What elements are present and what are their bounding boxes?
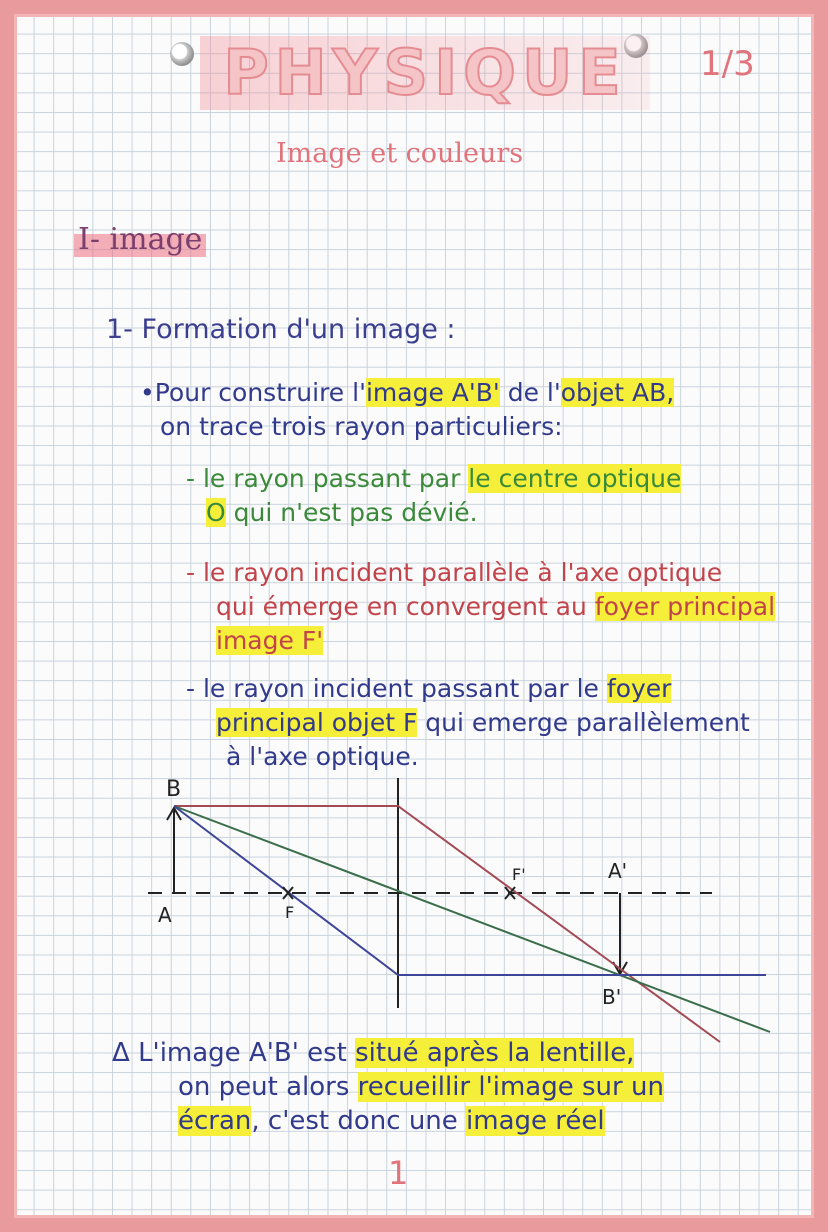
section-heading: I- image [74,222,206,257]
note-text-2: on peut alors [178,1072,358,1102]
intro-text-a: •Pour construire l' [140,378,366,407]
intro-highlight-image: image A'B' [365,378,500,407]
page-subtitle: Image et couleurs [276,138,524,169]
ray-2-highlight-image: image F' [216,626,324,655]
ray-3-text-b: qui emerge parallèlement [417,708,750,737]
label-B: B [166,777,182,802]
ray-focal-blue [174,806,766,975]
ray-1-highlight: le centre optique [468,464,682,493]
note-highlight-1: situé après la lentille, [355,1038,635,1068]
label-F: F [285,903,295,922]
intro-highlight-objet: objet AB, [560,378,675,407]
note-highlight-2: recueillir l'image sur un [357,1072,664,1102]
ray-1-text: - le rayon passant par [186,464,469,493]
ray-1-highlight-o: O [206,498,226,527]
label-A-prime: A' [608,859,628,883]
ray-2-line-1: - le rayon incident parallèle à l'axe optique [186,558,723,587]
ray-3-text: - le rayon incident passant par le [186,674,607,703]
ray-3-highlight-objet: principal objet F [216,708,418,737]
warning-symbol: Δ [112,1038,130,1068]
subsection-heading: 1- Formation d'un image : [106,314,456,345]
conclusion-note [112,1036,664,1138]
note-text-1: L'image A'B' est [138,1038,356,1068]
note-highlight-image-reel: image réel [466,1106,605,1136]
note-highlight-ecran: écran [178,1106,252,1136]
note-line-3 [112,1104,664,1138]
intro-line-2: on trace trois rayon particuliers: [160,412,563,441]
ray-center-green [174,806,770,1032]
label-F-prime: F' [512,865,526,884]
page-fraction: 1/3 [700,44,755,84]
ray-parallel-red [174,806,720,1042]
ray-3-line-3: à l'axe optique. [226,742,419,771]
intro-text-b: de l' [499,378,561,407]
note-text-3: , c'est donc une [251,1106,467,1136]
page-title: PHYSIQUE [200,36,650,110]
label-B-prime: B' [602,985,622,1009]
ray-3-highlight-foyer: foyer [606,674,672,703]
label-A: A [158,903,172,927]
ray-2-highlight: foyer principal [594,592,776,621]
note-line-1 [112,1036,664,1070]
note-line-2 [112,1070,664,1104]
ray-1-text-b: qui n'est pas dévié. [225,498,478,527]
footer-page-number: 1 [388,1154,409,1192]
ray-2-text: qui émerge en convergent au [216,592,595,621]
